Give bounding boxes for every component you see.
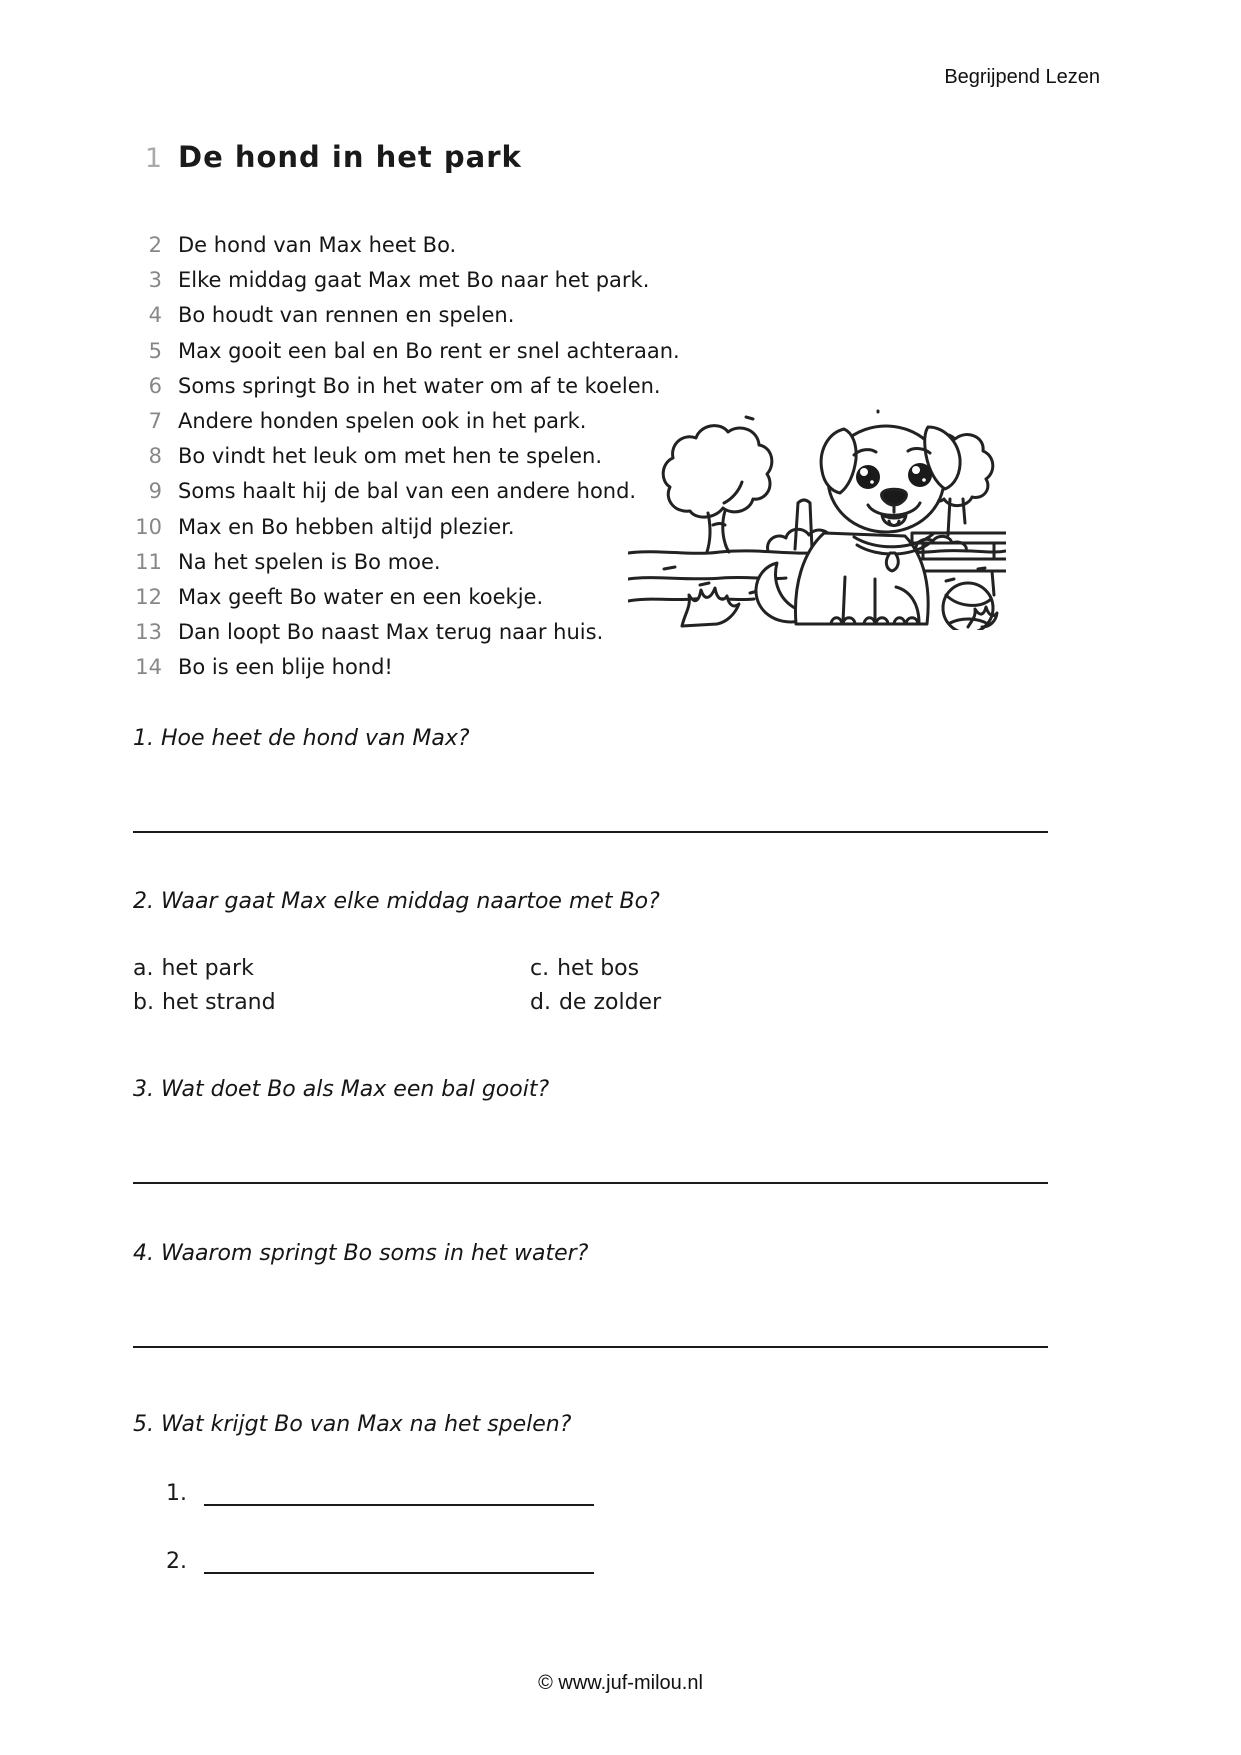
story-line	[120, 409, 680, 444]
slot-line	[204, 1548, 594, 1574]
line-number: 5	[148, 338, 162, 363]
line-text: Max gooit een bal en Bo rent er snel achteraan.	[178, 338, 680, 363]
line-text: Na het spelen is Bo moe.	[178, 549, 441, 574]
line-text: Soms springt Bo in het water om af te koelen.	[178, 373, 661, 398]
answer-slot-1	[166, 1480, 594, 1506]
line-text: Soms haalt hij de bal van een andere hond.	[178, 479, 637, 504]
story-line	[120, 444, 680, 479]
option-text: de zolder	[558, 990, 662, 1015]
line-text: Max geeft Bo water en een koekje.	[178, 584, 544, 609]
story-title-line-number: 1	[144, 143, 162, 174]
story-line	[120, 479, 680, 514]
story-line	[120, 303, 680, 338]
answer-slot-2	[166, 1548, 594, 1574]
story-line	[120, 339, 680, 374]
story-line	[120, 515, 680, 550]
story-line	[120, 374, 680, 409]
story-title-row	[120, 140, 522, 174]
line-text: Elke middag gaat Max met Bo naar het park.	[178, 268, 650, 293]
slot-number: 1.	[166, 1481, 187, 1506]
story-line	[120, 550, 680, 585]
story-line	[120, 233, 680, 268]
option-text: het strand	[161, 990, 276, 1015]
line-number: 9	[148, 479, 162, 504]
story-text-block	[120, 233, 680, 690]
question-2-options	[133, 956, 933, 1024]
answer-line-q3	[133, 1182, 1048, 1184]
line-number: 10	[135, 514, 162, 539]
line-text: Bo is een blije hond!	[178, 655, 393, 680]
question-3-label: 3. Wat doet Bo als Max een bal gooit?	[133, 1077, 550, 1102]
line-number: 4	[148, 303, 162, 328]
option-c	[530, 956, 933, 990]
option-d	[530, 990, 933, 1024]
answer-line-q4	[133, 1346, 1048, 1348]
puppy-park-illustration	[628, 393, 1006, 630]
option-a	[133, 956, 530, 990]
question-4-label: 4. Waarom springt Bo soms in het water?	[133, 1241, 589, 1266]
story-line	[120, 268, 680, 303]
line-number: 2	[148, 233, 162, 257]
line-number: 12	[135, 584, 162, 609]
story-line	[120, 585, 680, 620]
header-label: Begrijpend Lezen	[944, 66, 1100, 88]
line-text: Dan loopt Bo naast Max terug naar huis.	[178, 620, 604, 645]
story-title: De hond in het park	[178, 140, 522, 174]
option-b	[133, 990, 530, 1024]
line-text: Max en Bo hebben altijd plezier.	[178, 514, 515, 539]
option-key: d.	[530, 990, 551, 1015]
line-number: 8	[148, 444, 162, 469]
option-text: het park	[161, 956, 254, 981]
line-number: 11	[135, 549, 162, 574]
line-text: Andere honden spelen ook in het park.	[178, 408, 587, 433]
option-key: b.	[133, 990, 154, 1015]
option-key: a.	[133, 956, 154, 981]
line-number: 13	[135, 620, 162, 645]
question-5-label: 5. Wat krijgt Bo van Max na het spelen?	[133, 1412, 572, 1437]
line-number: 6	[148, 373, 162, 398]
option-key: c.	[530, 956, 550, 981]
question-1-label: 1. Hoe heet de hond van Max?	[133, 726, 470, 751]
footer-copyright: © www.juf-milou.nl	[538, 1672, 703, 1694]
line-number: 14	[135, 655, 162, 680]
story-line	[120, 655, 680, 690]
line-text: Bo vindt het leuk om met hen te spelen.	[178, 444, 603, 469]
story-line	[120, 620, 680, 655]
slot-line	[204, 1480, 594, 1506]
option-text: het bos	[557, 956, 640, 981]
answer-line-q1	[133, 831, 1048, 833]
line-number: 7	[148, 408, 162, 433]
slot-number: 2.	[166, 1549, 187, 1574]
question-2-label: 2. Waar gaat Max elke middag naartoe met Bo?	[133, 889, 660, 914]
line-number: 3	[148, 268, 162, 293]
line-text: De hond van Max heet Bo.	[178, 233, 457, 257]
line-text: Bo houdt van rennen en spelen.	[178, 303, 515, 328]
